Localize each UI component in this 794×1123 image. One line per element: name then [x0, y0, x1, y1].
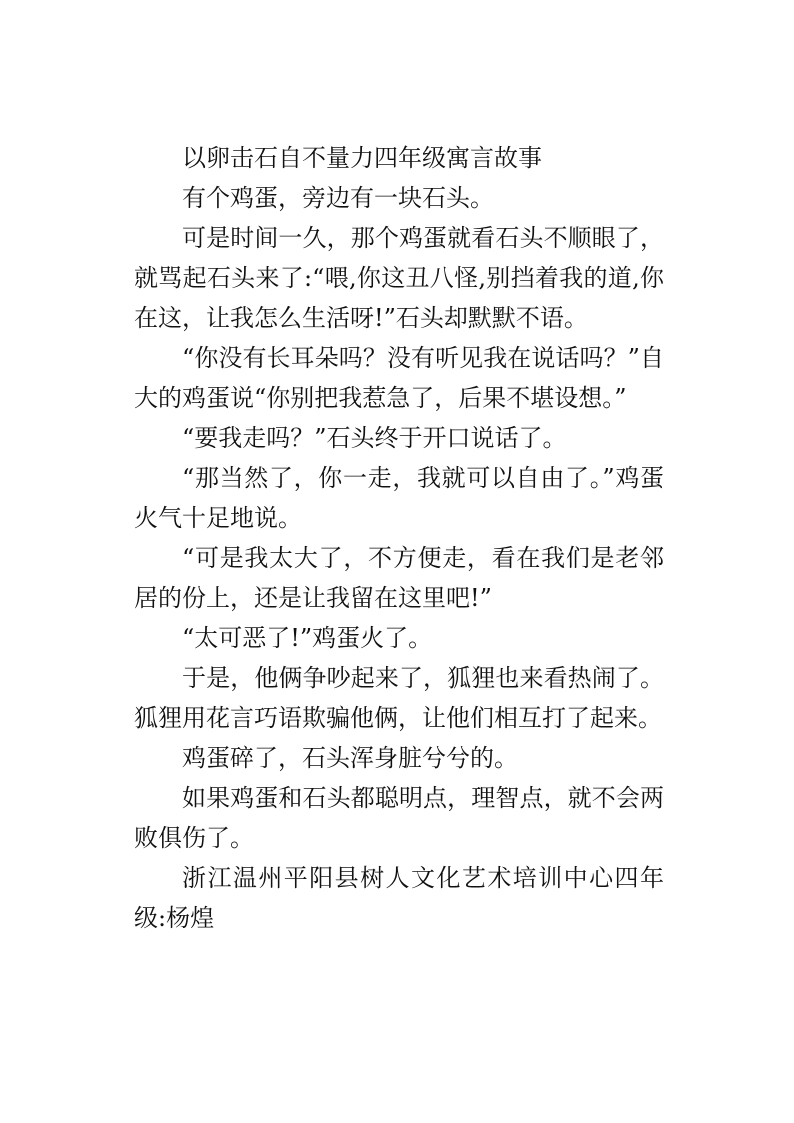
paragraph: 鸡蛋碎了，石头浑身脏兮兮的。	[182, 744, 518, 772]
paragraph: “可是我太大了，不方便走，看在我们是老邻居的份上，还是让我留在这里吧!”	[134, 544, 664, 612]
paragraph: 有个鸡蛋，旁边有一块石头。	[182, 184, 494, 212]
paragraph: 于是，他俩争吵起来了，狐狸也来看热闹了。狐狸用花言巧语欺骗他俩，让他们相互打了起来。	[134, 664, 664, 732]
paragraph: “太可恶了!”鸡蛋火了。	[182, 624, 433, 652]
paragraph: “要我走吗？”石头终于开口说话了。	[182, 424, 567, 452]
paragraph: “你没有长耳朵吗？没有听见我在说话吗？”自大的鸡蛋说“你别把我惹急了，后果不堪设想。”	[134, 344, 664, 412]
document-title: 以卵击石自不量力四年级寓言故事	[182, 144, 542, 172]
author-line: 浙江温州平阳县树人文化艺术培训中心四年级:杨煌	[134, 864, 664, 932]
document-body	[134, 138, 664, 938]
paragraph: 可是时间一久，那个鸡蛋就看石头不顺眼了，就骂起石头来了:“喂,你这丑八怪,别挡着我的道,你在这，让我怎么生活呀!”石头却默默不语。	[134, 224, 664, 332]
paragraph: “那当然了，你一走，我就可以自由了。”鸡蛋火气十足地说。	[134, 464, 664, 532]
paragraph: 如果鸡蛋和石头都聪明点，理智点，就不会两败俱伤了。	[134, 784, 664, 852]
